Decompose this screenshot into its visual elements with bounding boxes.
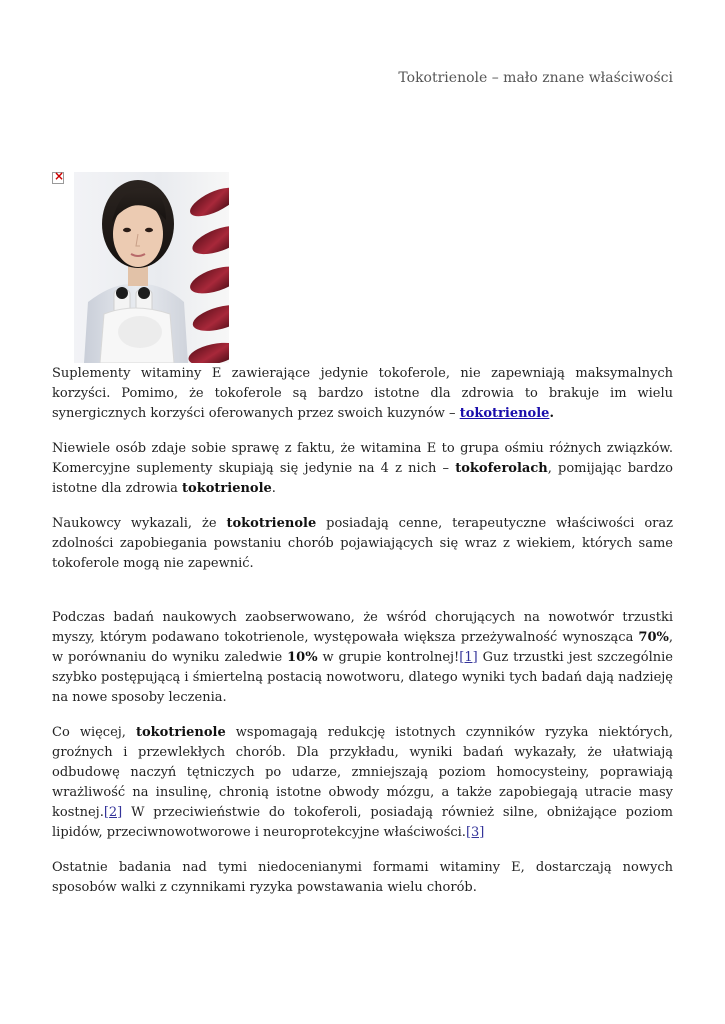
footnote-link-2[interactable]: [2] (103, 805, 123, 820)
footnote-link-1[interactable]: [1] (459, 650, 478, 665)
article-body (52, 364, 673, 913)
article-photo (74, 172, 229, 363)
paragraph-1: Suplementy witaminy E zawierające jedynie tokoferole, nie zapewniają maksymalnych korzyści. Pomimo, że tokoferole są bardzo istotne dla zdrowia to brakuje im wielu synergicznych korzyści oferowanych przez swoich kuzynów – tokotrienole. (52, 366, 673, 421)
paragraph-5: Co więcej, tokotrienole wspomagają redukcję istotnych czynników ryzyka niektórych, groźnych i przewlekłych chorób. Dla przykładu, wyniki badań wykazały, że ułatwiają odbudowę naczyń tętniczych po udarze, zmniejszają poziom homocysteiny, poprawiają wrażliwość na insulinę, chronią istotne obwody mózgu, a także zapobiegają utracie masy kostnej.[2] W przeciwieństwie do tokoferoli, posiadają również silne, obniżające poziom lipidów, przeciwnowotworowe i neuroprotekcyjne właściwości.[3] (52, 725, 673, 840)
paragraph-6: Ostatnie badania nad tymi niedocenianymi formami witaminy E, dostarczają nowych sposobów walki z czynnikami ryzyka powstawania wielu chorób. (52, 860, 673, 895)
paragraph-4: Podczas badań naukowych zaobserwowano, że wśród chorujących na nowotwór trzustki myszy, którym podawano tokotrienole, występowała większa przeżywalność wynosząca 70%, w porównaniu do wyniku zaledwie 10% w grupie kontrolnej![1] Guz trzustki jest szczególnie szybko postępującą i śmiertelną postacią nowotworu, dlatego wyniki tych badań dają nadzieję na nowe sposoby leczenia. (52, 610, 673, 705)
tokotrienole-link[interactable]: tokotrienole (459, 406, 550, 421)
paragraph-2: Niewiele osób zdaje sobie sprawę z faktu, że witamina E to grupa ośmiu różnych związków. Komercyjne suplementy skupiają się jedynie na 4 z nich – tokoferolach, pomijając bardzo istotne dla zdrowia tokotrienole. (52, 441, 673, 496)
footnote-link-3[interactable]: [3] (465, 825, 485, 840)
broken-image-icon (52, 172, 64, 184)
page-title: Tokotrienole – mało znane właściwości (398, 70, 673, 86)
scientist-microscope-illustration (74, 172, 229, 363)
paragraph-3: Naukowcy wykazali, że tokotrienole posiadają cenne, terapeutyczne właściwości oraz zdolności zapobiegania powstaniu chorób pojawiających się wraz z wiekiem, których same tokoferole mogą nie zapewnić. (52, 516, 673, 571)
